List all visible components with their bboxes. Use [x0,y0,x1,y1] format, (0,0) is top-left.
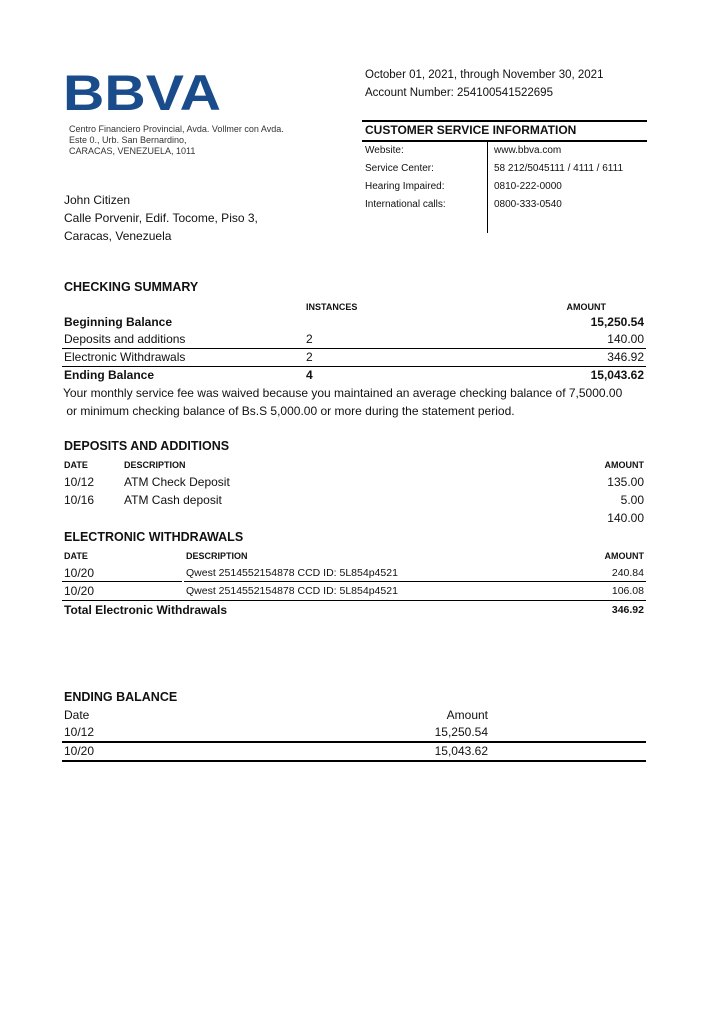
row-instances: 2 [306,350,313,364]
col-amount: AMOUNT [604,460,644,470]
row-description: Qwest 2514552154878 CCD ID: 5L854p4521 [186,567,398,579]
bank-address-line: Centro Financiero Provincial, Avda. Vollmer con Avda. [69,124,284,134]
customer-name: John Citizen [64,193,131,207]
row-date: 10/20 [64,744,95,758]
table-header [62,549,646,564]
deposits-total: 140.00 [607,511,644,525]
logo-text: BBVA [63,68,221,114]
withdrawals-table [62,549,646,619]
table-row [62,743,646,762]
checking-summary-table [62,299,646,384]
col-description: DESCRIPTION [124,460,186,470]
cs-label: Hearing Impaired: [365,181,445,192]
row-description: Qwest 2514552154878 CCD ID: 5L854p4521 [186,585,398,597]
ending-balance-title: ENDING BALANCE [64,690,178,704]
website-link[interactable]: www.bbva.com [494,145,562,156]
col-amount: AMOUNT [566,302,606,312]
bank-address-line: CARACAS, VENEZUELA, 1011 [69,146,196,156]
checking-summary-title: CHECKING SUMMARY [64,280,199,294]
row-date: 10/12 [64,725,95,739]
total-label: Total Electronic Withdrawals [64,603,228,617]
col-amount: Amount [446,708,488,722]
customer-address [64,191,258,245]
row-instances: 4 [306,368,313,382]
customer-address-line: Calle Porvenir, Edif. Tocome, Piso 3, [64,211,258,225]
row-label: Electronic Withdrawals [64,350,186,364]
cs-value: 0810-222-0000 [494,181,562,192]
col-instances: INSTANCES [306,302,358,312]
table-row [62,724,646,743]
cs-value: 58 212/5045111 / 4111 / 6111 [494,163,624,174]
table-row [62,367,646,384]
row-amount: 135.00 [607,475,644,489]
cs-value: 0800-333-0540 [494,199,562,210]
withdrawals-total: 346.92 [611,604,644,616]
row-date: 10/12 [64,475,95,489]
cs-label: International calls: [365,199,446,210]
cs-label: Website: [365,145,404,156]
table-row [62,582,646,601]
col-date: Date [64,708,90,722]
cs-row-service-center [362,160,647,178]
table-row [62,331,646,349]
table-header [62,458,646,473]
divider [487,142,488,233]
deposits-table [62,458,646,527]
row-label: Beginning Balance [64,315,173,329]
row-description: ATM Cash deposit [124,493,222,507]
row-label: Ending Balance [64,368,155,382]
col-description: DESCRIPTION [186,551,248,561]
row-amount: 15,250.54 [590,315,644,329]
col-date: DATE [64,551,88,561]
row-date: 10/16 [64,493,95,507]
withdrawals-total-row [62,601,646,619]
statement-period: October 01, 2021, through November 30, 2021 [365,69,604,81]
col-amount: AMOUNT [604,551,644,561]
row-instances: 2 [306,332,313,346]
customer-service-title: CUSTOMER SERVICE INFORMATION [362,120,647,142]
table-header [62,707,646,724]
deposits-title: DEPOSITS AND ADDITIONS [64,439,230,453]
table-row [62,314,646,331]
row-amount: 15,043.62 [590,368,644,382]
fee-waiver-note [63,384,622,420]
table-header [62,299,646,314]
row-amount: 15,043.62 [434,744,488,758]
row-description: ATM Check Deposit [124,475,230,489]
bank-address [69,124,284,157]
cs-row-hearing-impaired [362,178,647,196]
cs-row-international [362,196,647,214]
deposits-total-row [62,509,646,527]
cs-row-website [362,142,647,160]
row-amount: 106.08 [611,585,644,597]
table-row [62,473,646,491]
customer-address-line: Caracas, Venezuela [64,229,172,243]
table-row [62,491,646,509]
row-amount: 346.92 [607,350,644,364]
withdrawals-title: ELECTRONIC WITHDRAWALS [64,530,244,544]
note-line: Your monthly service fee was waived because you maintained an average checking balance of 7,5000.00 [63,386,623,400]
customer-service-box [362,120,647,214]
row-date: 10/20 [64,584,95,598]
row-amount: 5.00 [620,493,644,507]
row-amount: 140.00 [607,332,644,346]
row-label: Deposits and additions [64,332,186,346]
ending-balance-table [62,707,646,762]
row-date: 10/20 [64,566,95,580]
bank-address-line: Este 0., Urb. San Bernardino, [69,135,187,145]
account-number: Account Number: 254100541522695 [365,87,553,99]
table-row [62,564,646,582]
cs-label: Service Center: [365,163,434,174]
statement-info [365,66,603,102]
bbva-logo [63,68,223,114]
row-amount: 240.84 [611,567,644,579]
note-line: or minimum checking balance of Bs.S 5,000.00 or more during the statement period. [63,404,515,418]
row-amount: 15,250.54 [434,725,488,739]
table-row [62,349,646,367]
col-date: DATE [64,460,88,470]
